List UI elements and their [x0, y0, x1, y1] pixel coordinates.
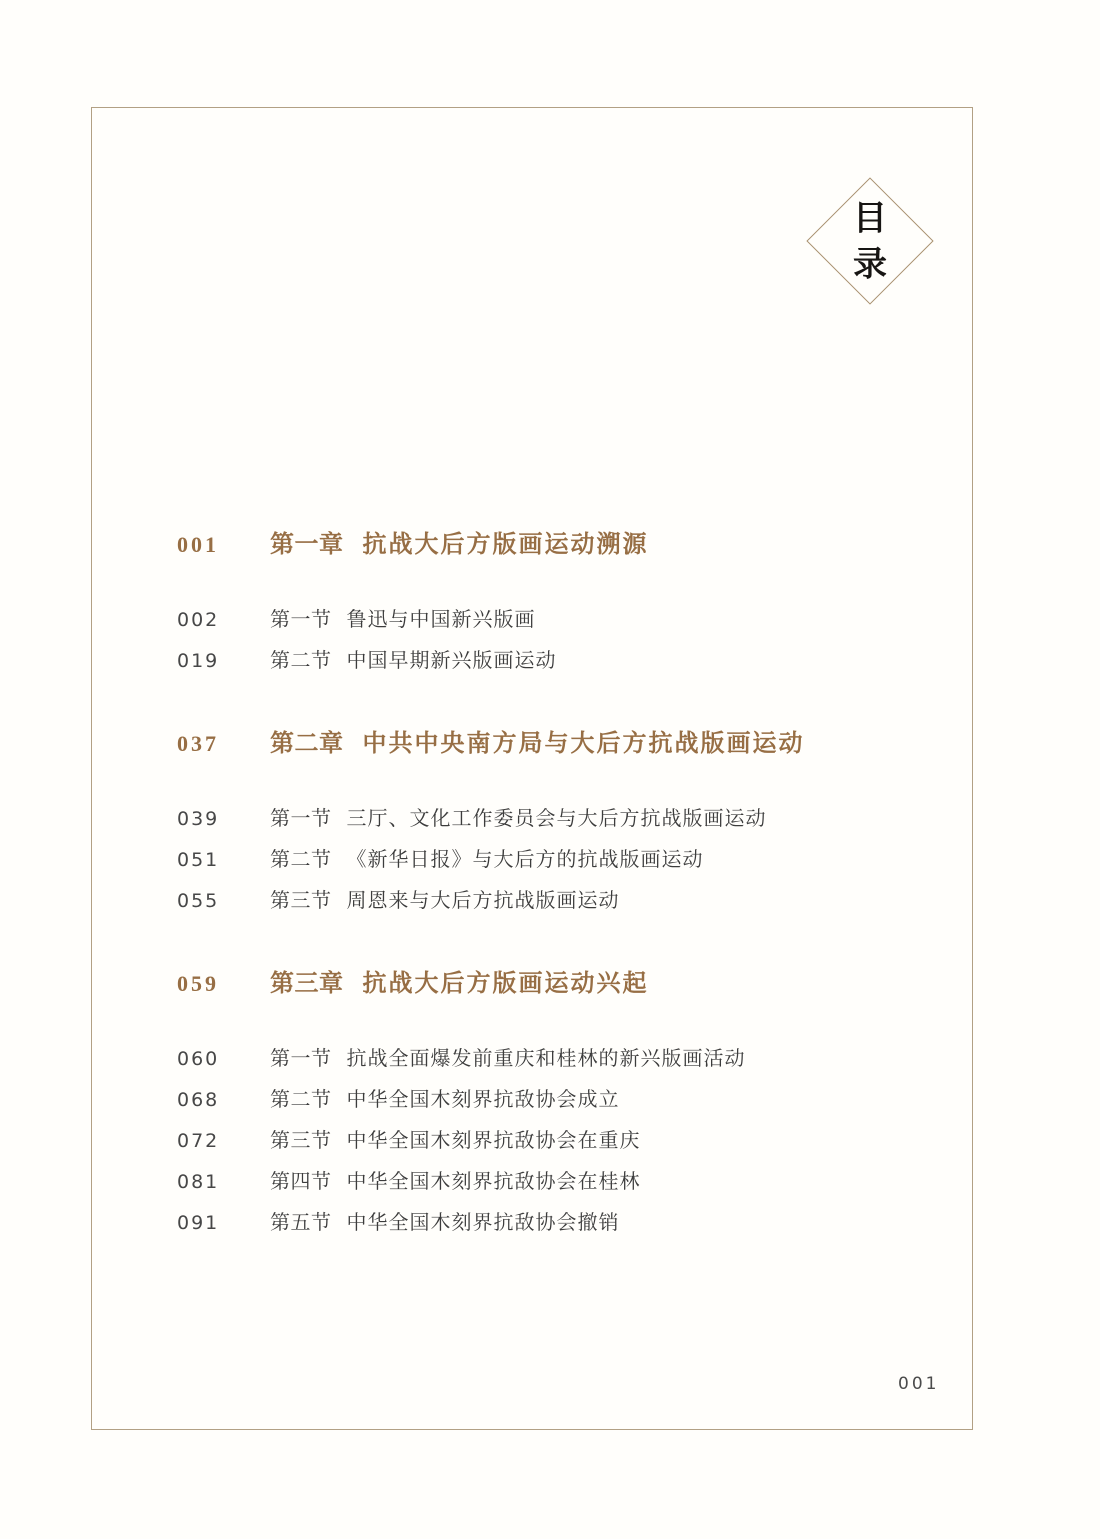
chapter-page-number: 001 [177, 532, 219, 557]
section-page-number: 060 [177, 1048, 220, 1070]
section-page-number: 039 [177, 808, 220, 830]
section-page-number: 019 [177, 650, 220, 672]
chapter-page-number: 037 [177, 731, 219, 756]
section-label: 第二节 [270, 849, 332, 871]
folio-page-number: 001 [898, 1374, 940, 1394]
toc-section-row [177, 849, 917, 871]
toc-section-row [177, 1089, 917, 1111]
section-page-number: 002 [177, 609, 220, 631]
section-page-number: 091 [177, 1212, 220, 1234]
section-label: 第五节 [270, 1212, 332, 1234]
toc-badge-char-1: 目 [853, 200, 887, 238]
toc-section-row [177, 1048, 917, 1070]
section-title: 中华全国木刻界抗敌协会在重庆 [346, 1130, 641, 1152]
section-label: 第二节 [270, 1089, 332, 1111]
chapter-label: 第一章 [270, 532, 344, 558]
section-page-number: 072 [177, 1130, 220, 1152]
toc-badge-char-2: 录 [853, 246, 887, 284]
section-label: 第四节 [270, 1171, 332, 1193]
toc-diamond-badge [806, 177, 933, 304]
section-title: 抗战全面爆发前重庆和桂林的新兴版画活动 [346, 1048, 746, 1070]
toc-section-row [177, 1212, 917, 1234]
toc-section-row [177, 1130, 917, 1152]
section-title: 中华全国木刻界抗敌协会成立 [346, 1089, 620, 1111]
toc-section-row [177, 609, 917, 631]
chapter-title: 中共中央南方局与大后方抗战版画运动 [362, 731, 805, 757]
toc-diamond-label [825, 197, 915, 287]
chapter-label: 第三章 [270, 971, 344, 997]
section-title: 三厅、文化工作委员会与大后方抗战版画运动 [346, 808, 767, 830]
section-title: 周恩来与大后方抗战版画运动 [346, 890, 620, 912]
section-page-number: 051 [177, 849, 220, 871]
section-label: 第二节 [270, 650, 332, 672]
chapter-label: 第二章 [270, 731, 344, 757]
section-title: 中华全国木刻界抗敌协会在桂林 [346, 1171, 641, 1193]
section-page-number: 068 [177, 1089, 220, 1111]
table-of-contents [177, 531, 917, 1234]
section-title: 中国早期新兴版画运动 [346, 650, 557, 672]
section-page-number: 055 [177, 890, 220, 912]
section-label: 第一节 [270, 609, 332, 631]
toc-chapter-row-2 [177, 730, 917, 758]
section-page-number: 081 [177, 1171, 220, 1193]
section-label: 第一节 [270, 1048, 332, 1070]
section-title: 《新华日报》与大后方的抗战版画运动 [346, 849, 704, 871]
toc-section-row [177, 650, 917, 672]
section-label: 第三节 [270, 890, 332, 912]
chapter-title: 抗战大后方版画运动兴起 [362, 971, 649, 997]
section-label: 第三节 [270, 1130, 332, 1152]
toc-section-row [177, 890, 917, 912]
section-title: 中华全国木刻界抗敌协会撤销 [346, 1212, 620, 1234]
toc-section-row [177, 1171, 917, 1193]
chapter-page-number: 059 [177, 971, 219, 996]
toc-chapter-row-1 [177, 531, 917, 559]
toc-section-row [177, 808, 917, 830]
chapter-title: 抗战大后方版画运动溯源 [362, 532, 649, 558]
section-title: 鲁迅与中国新兴版画 [346, 609, 536, 631]
toc-chapter-row-3 [177, 970, 917, 998]
section-label: 第一节 [270, 808, 332, 830]
